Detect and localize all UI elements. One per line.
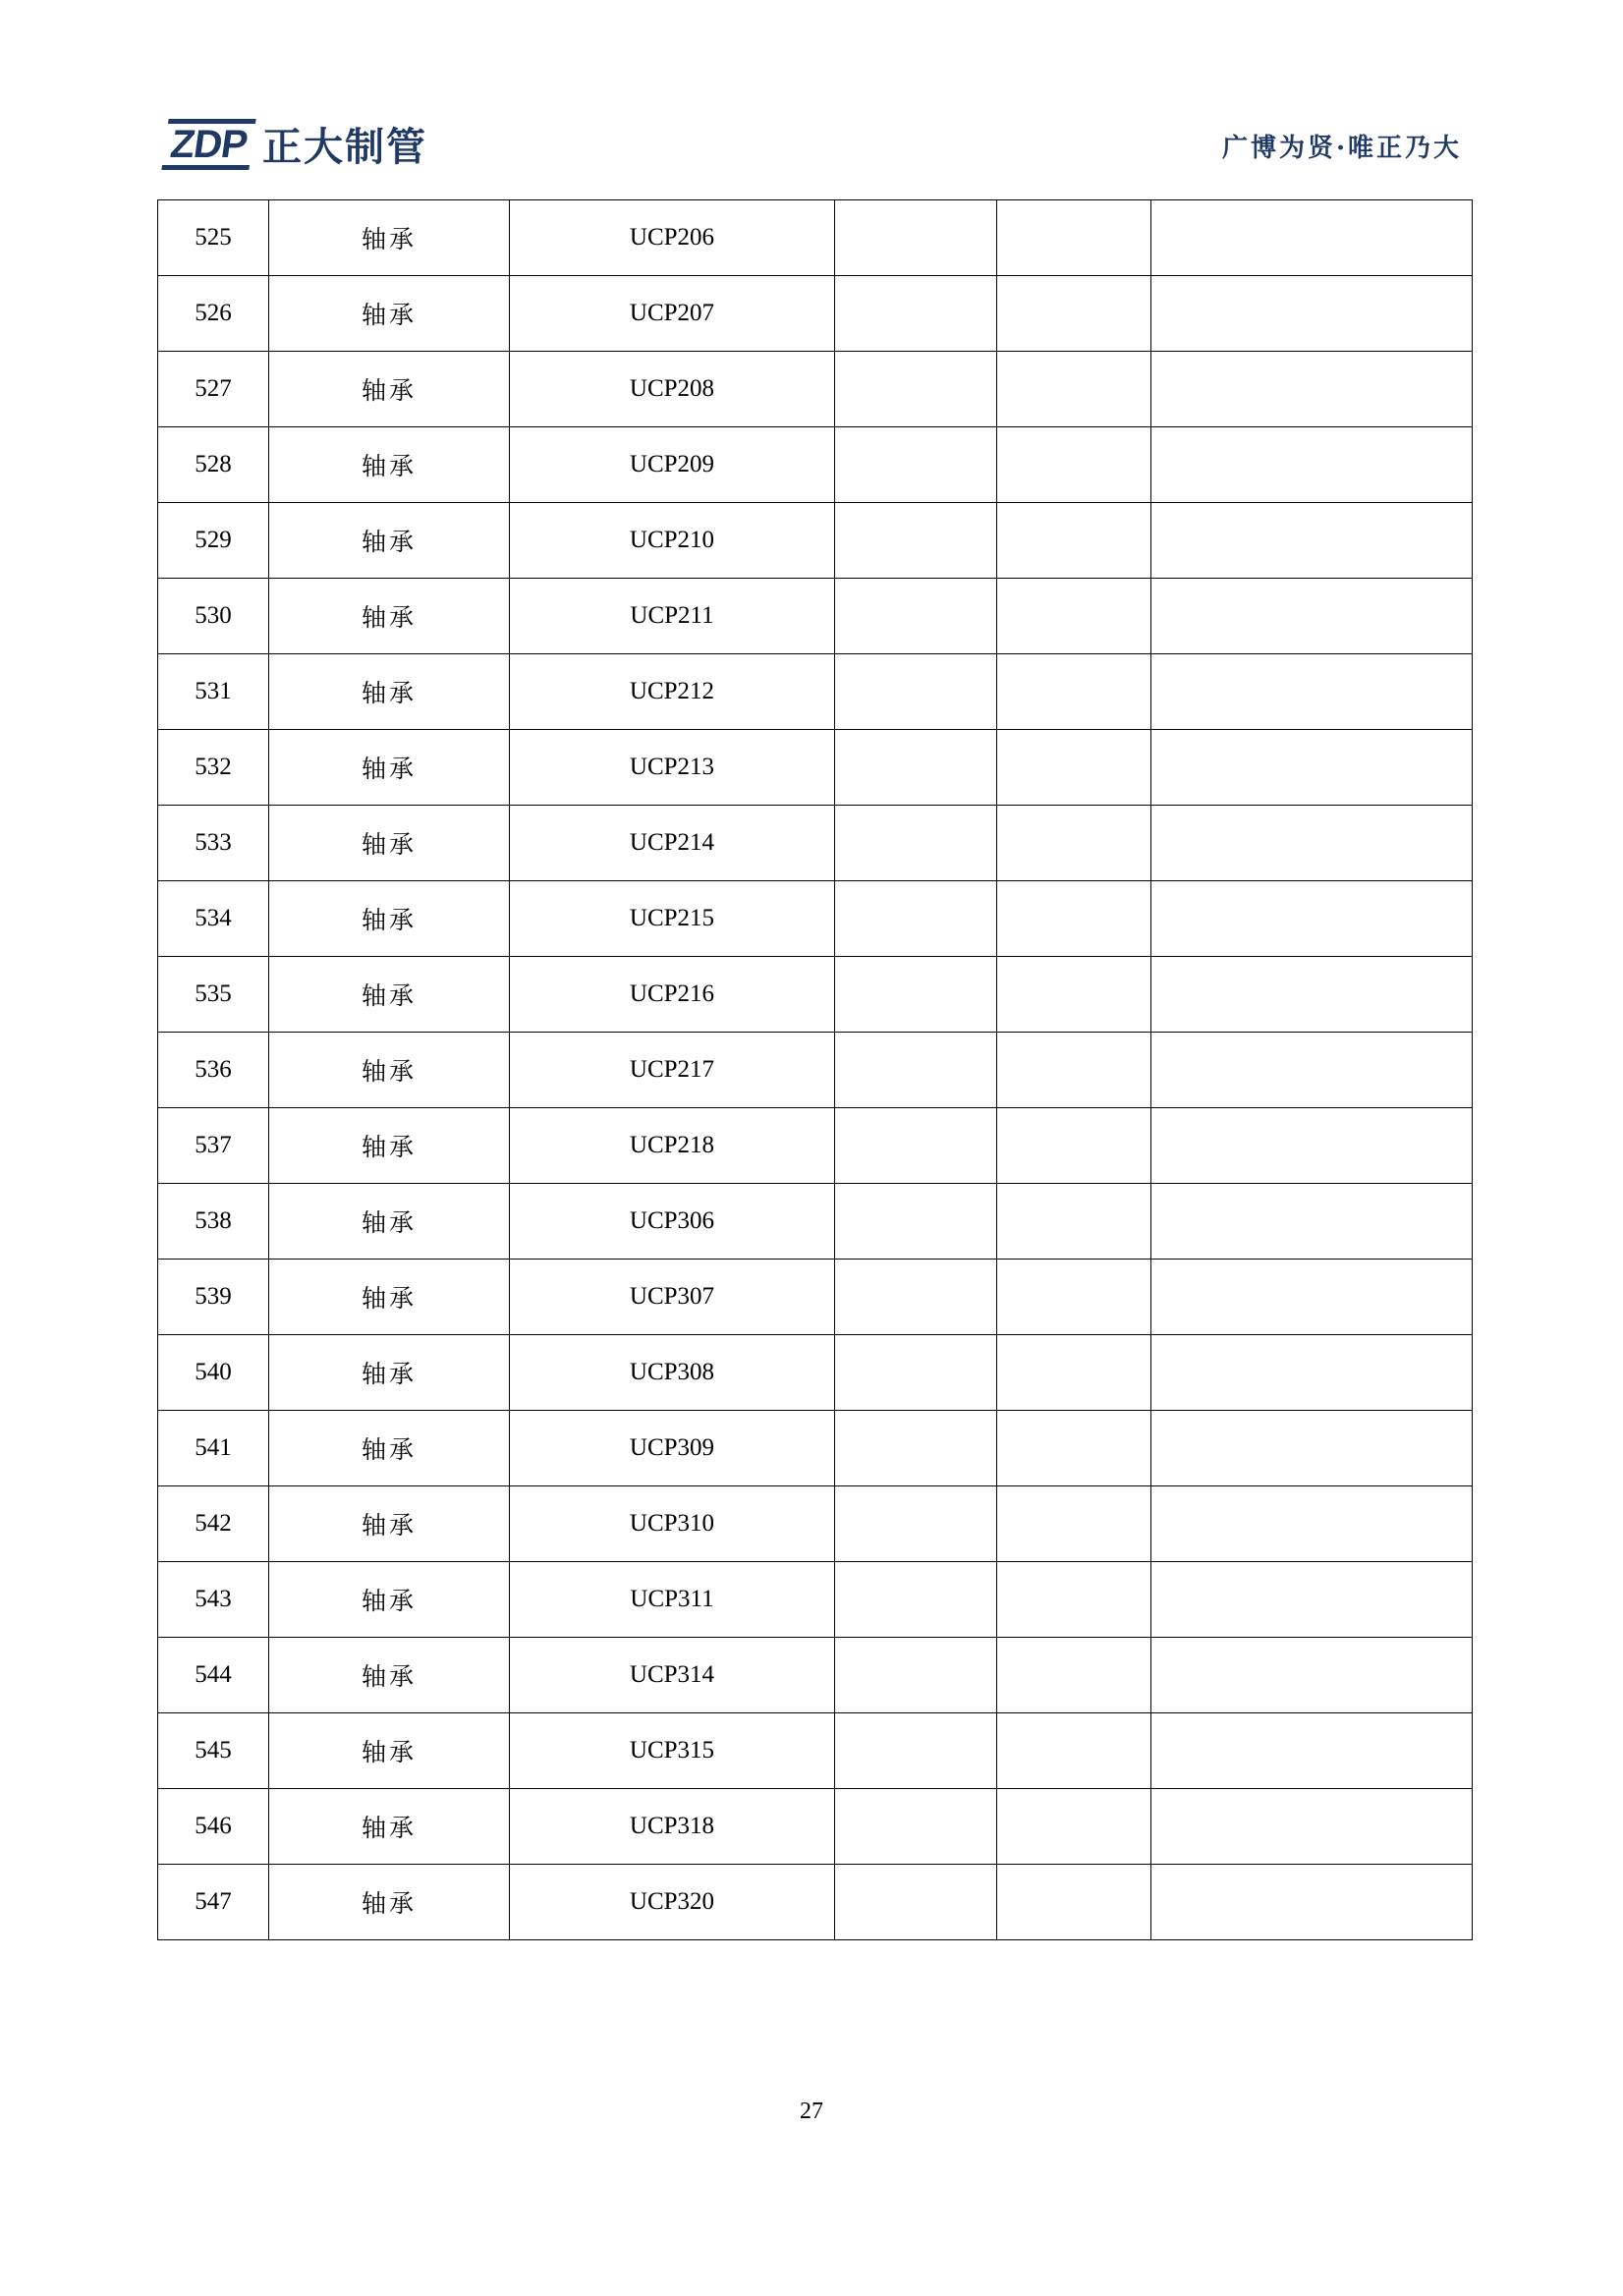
table-row <box>158 1033 1473 1108</box>
cell-blank-2 <box>997 1789 1151 1865</box>
cell-blank-2 <box>997 1713 1151 1789</box>
cell-blank-1 <box>835 1713 997 1789</box>
cell-spec: UCP207 <box>510 276 835 352</box>
cell-spec: UCP209 <box>510 427 835 503</box>
cell-no: 531 <box>158 654 269 730</box>
cell-blank-2 <box>997 1638 1151 1713</box>
table-row <box>158 1486 1473 1562</box>
cell-no: 542 <box>158 1486 269 1562</box>
cell-spec: UCP206 <box>510 200 835 276</box>
cell-spec: UCP213 <box>510 730 835 806</box>
cell-no: 529 <box>158 503 269 579</box>
cell-blank-3 <box>1151 1562 1473 1638</box>
cell-no: 526 <box>158 276 269 352</box>
cell-no: 545 <box>158 1713 269 1789</box>
table-row <box>158 200 1473 276</box>
table-row <box>158 276 1473 352</box>
cell-name: 轴承 <box>269 1184 510 1260</box>
cell-blank-2 <box>997 352 1151 427</box>
cell-blank-3 <box>1151 1486 1473 1562</box>
cell-spec: UCP318 <box>510 1789 835 1865</box>
cell-blank-3 <box>1151 1411 1473 1486</box>
cell-blank-3 <box>1151 503 1473 579</box>
cell-spec: UCP307 <box>510 1260 835 1335</box>
cell-blank-3 <box>1151 1033 1473 1108</box>
cell-name: 轴承 <box>269 1260 510 1335</box>
cell-blank-1 <box>835 352 997 427</box>
zdp-logo-icon: ZDP <box>161 119 255 170</box>
company-logo <box>165 116 427 172</box>
cell-blank-3 <box>1151 427 1473 503</box>
cell-blank-2 <box>997 806 1151 881</box>
cell-blank-1 <box>835 579 997 654</box>
cell-blank-1 <box>835 1865 997 1940</box>
cell-blank-3 <box>1151 1335 1473 1411</box>
cell-no: 527 <box>158 352 269 427</box>
cell-blank-3 <box>1151 730 1473 806</box>
cell-blank-1 <box>835 200 997 276</box>
table-row <box>158 1865 1473 1940</box>
cell-blank-2 <box>997 1411 1151 1486</box>
cell-blank-3 <box>1151 276 1473 352</box>
cell-name: 轴承 <box>269 503 510 579</box>
items-table-container <box>157 199 1466 1940</box>
cell-blank-2 <box>997 1184 1151 1260</box>
cell-blank-3 <box>1151 200 1473 276</box>
cell-spec: UCP211 <box>510 579 835 654</box>
cell-blank-3 <box>1151 957 1473 1033</box>
cell-no: 540 <box>158 1335 269 1411</box>
table-row <box>158 654 1473 730</box>
cell-blank-1 <box>835 1789 997 1865</box>
cell-blank-3 <box>1151 1184 1473 1260</box>
cell-blank-2 <box>997 1108 1151 1184</box>
cell-name: 轴承 <box>269 276 510 352</box>
cell-spec: UCP308 <box>510 1335 835 1411</box>
cell-blank-2 <box>997 200 1151 276</box>
cell-no: 544 <box>158 1638 269 1713</box>
cell-blank-1 <box>835 654 997 730</box>
cell-blank-1 <box>835 1184 997 1260</box>
cell-blank-2 <box>997 1033 1151 1108</box>
cell-no: 528 <box>158 427 269 503</box>
cell-blank-1 <box>835 1638 997 1713</box>
cell-blank-1 <box>835 503 997 579</box>
cell-name: 轴承 <box>269 427 510 503</box>
table-row <box>158 352 1473 427</box>
cell-blank-1 <box>835 957 997 1033</box>
table-row <box>158 503 1473 579</box>
cell-spec: UCP311 <box>510 1562 835 1638</box>
cell-blank-2 <box>997 276 1151 352</box>
cell-name: 轴承 <box>269 1033 510 1108</box>
cell-blank-3 <box>1151 579 1473 654</box>
cell-spec: UCP314 <box>510 1638 835 1713</box>
cell-blank-2 <box>997 957 1151 1033</box>
cell-name: 轴承 <box>269 1865 510 1940</box>
cell-spec: UCP217 <box>510 1033 835 1108</box>
cell-no: 541 <box>158 1411 269 1486</box>
table-row <box>158 427 1473 503</box>
cell-blank-1 <box>835 1562 997 1638</box>
cell-blank-3 <box>1151 1865 1473 1940</box>
cell-name: 轴承 <box>269 352 510 427</box>
cell-blank-3 <box>1151 1108 1473 1184</box>
table-row <box>158 881 1473 957</box>
table-row <box>158 957 1473 1033</box>
cell-name: 轴承 <box>269 730 510 806</box>
cell-name: 轴承 <box>269 881 510 957</box>
table-row <box>158 806 1473 881</box>
cell-spec: UCP216 <box>510 957 835 1033</box>
cell-blank-1 <box>835 1335 997 1411</box>
items-table-body <box>158 200 1473 1940</box>
cell-no: 525 <box>158 200 269 276</box>
table-row <box>158 1184 1473 1260</box>
cell-name: 轴承 <box>269 1335 510 1411</box>
table-row <box>158 1108 1473 1184</box>
cell-spec: UCP212 <box>510 654 835 730</box>
cell-name: 轴承 <box>269 1486 510 1562</box>
cell-blank-1 <box>835 730 997 806</box>
cell-blank-3 <box>1151 352 1473 427</box>
cell-blank-3 <box>1151 1713 1473 1789</box>
table-row <box>158 1789 1473 1865</box>
cell-spec: UCP306 <box>510 1184 835 1260</box>
table-row <box>158 730 1473 806</box>
cell-blank-3 <box>1151 654 1473 730</box>
cell-name: 轴承 <box>269 654 510 730</box>
cell-no: 530 <box>158 579 269 654</box>
cell-blank-2 <box>997 881 1151 957</box>
cell-blank-3 <box>1151 1789 1473 1865</box>
cell-spec: UCP320 <box>510 1865 835 1940</box>
table-row <box>158 579 1473 654</box>
table-row <box>158 1411 1473 1486</box>
cell-no: 547 <box>158 1865 269 1940</box>
table-row <box>158 1335 1473 1411</box>
cell-no: 546 <box>158 1789 269 1865</box>
company-name: 正大制管 <box>262 125 427 170</box>
cell-spec: UCP210 <box>510 503 835 579</box>
cell-spec: UCP218 <box>510 1108 835 1184</box>
table-row <box>158 1713 1473 1789</box>
cell-name: 轴承 <box>269 806 510 881</box>
cell-blank-2 <box>997 1865 1151 1940</box>
page-header <box>165 116 1462 185</box>
cell-blank-1 <box>835 1260 997 1335</box>
cell-blank-1 <box>835 881 997 957</box>
cell-no: 532 <box>158 730 269 806</box>
table-row <box>158 1562 1473 1638</box>
cell-spec: UCP315 <box>510 1713 835 1789</box>
cell-blank-2 <box>997 1335 1151 1411</box>
cell-no: 543 <box>158 1562 269 1638</box>
cell-blank-1 <box>835 276 997 352</box>
cell-blank-3 <box>1151 1638 1473 1713</box>
cell-no: 534 <box>158 881 269 957</box>
cell-name: 轴承 <box>269 200 510 276</box>
cell-name: 轴承 <box>269 1789 510 1865</box>
cell-no: 539 <box>158 1260 269 1335</box>
cell-blank-3 <box>1151 1260 1473 1335</box>
items-table <box>157 199 1473 1940</box>
cell-blank-3 <box>1151 806 1473 881</box>
cell-blank-2 <box>997 1486 1151 1562</box>
cell-blank-2 <box>997 654 1151 730</box>
cell-blank-1 <box>835 1108 997 1184</box>
cell-name: 轴承 <box>269 1713 510 1789</box>
cell-blank-1 <box>835 1411 997 1486</box>
cell-spec: UCP215 <box>510 881 835 957</box>
cell-blank-2 <box>997 1260 1151 1335</box>
cell-name: 轴承 <box>269 957 510 1033</box>
cell-spec: UCP309 <box>510 1411 835 1486</box>
cell-blank-3 <box>1151 881 1473 957</box>
cell-blank-2 <box>997 579 1151 654</box>
cell-blank-1 <box>835 1033 997 1108</box>
cell-blank-2 <box>997 503 1151 579</box>
table-row <box>158 1638 1473 1713</box>
cell-name: 轴承 <box>269 1108 510 1184</box>
cell-blank-1 <box>835 806 997 881</box>
cell-blank-2 <box>997 1562 1151 1638</box>
cell-blank-1 <box>835 427 997 503</box>
cell-no: 536 <box>158 1033 269 1108</box>
cell-no: 537 <box>158 1108 269 1184</box>
cell-no: 538 <box>158 1184 269 1260</box>
cell-no: 533 <box>158 806 269 881</box>
cell-no: 535 <box>158 957 269 1033</box>
cell-spec: UCP310 <box>510 1486 835 1562</box>
cell-name: 轴承 <box>269 1638 510 1713</box>
cell-name: 轴承 <box>269 579 510 654</box>
company-slogan: 广博为贤·唯正乃大 <box>1221 134 1462 163</box>
cell-name: 轴承 <box>269 1411 510 1486</box>
cell-blank-1 <box>835 1486 997 1562</box>
cell-name: 轴承 <box>269 1562 510 1638</box>
page-number: 27 <box>800 2099 823 2124</box>
cell-spec: UCP208 <box>510 352 835 427</box>
cell-spec: UCP214 <box>510 806 835 881</box>
table-row <box>158 1260 1473 1335</box>
cell-blank-2 <box>997 427 1151 503</box>
cell-blank-2 <box>997 730 1151 806</box>
